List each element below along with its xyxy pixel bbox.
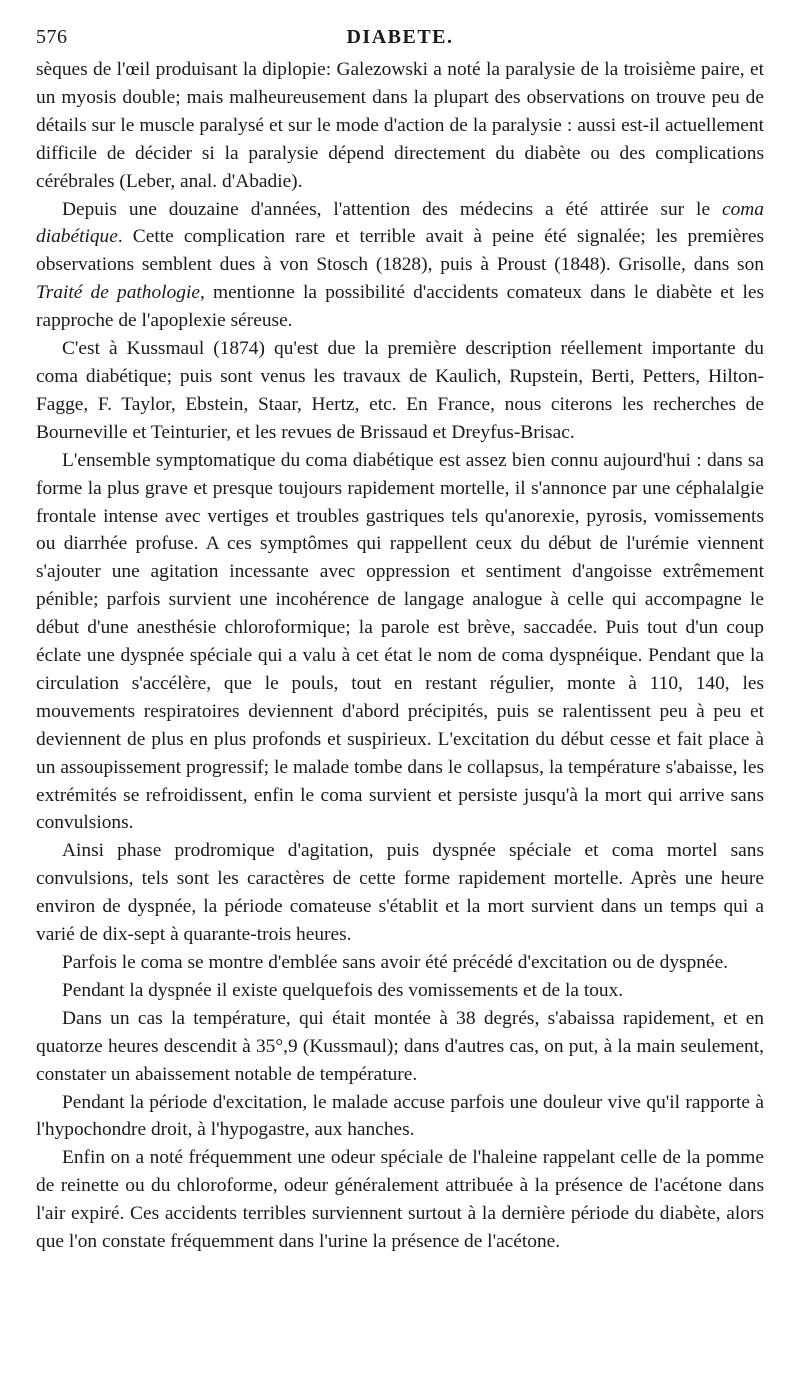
- page-number: 576: [36, 26, 68, 48]
- paragraph-text: Ainsi phase prodromique d'agitation, puis dyspnée spéciale et coma mortel sans convulsions, tels sont les caractères de cette forme rapidement mortelle. Après une heure environ de dyspnée, la période comateuse s'établit et la mort survient dans un temps qui a varié de dix-sept à quarante-trois heures.: [36, 840, 764, 946]
- paragraph-text: sèques de l'œil produisant la diplopie: Galezowski a noté la paralysie de la troisième paire, et un myosis double; mais malheureusement dans la plupart des observations on trouve peu de détails sur le muscle paralysé et sur le mode d'action de la paralysie : aussi est-il actuellement difficile de décider si la paralysie dépend directement du diabète ou des complications cérébrales (Leber, anal. d'Abadie).: [36, 59, 764, 192]
- paragraph: [36, 1089, 764, 1145]
- running-title: DIABETE.: [346, 26, 454, 48]
- paragraph: [36, 56, 764, 196]
- running-head: [36, 26, 764, 56]
- paragraph: [36, 447, 764, 838]
- paragraph: [36, 949, 764, 977]
- paragraph-text: L'ensemble symptomatique du coma diabétique est assez bien connu aujourd'hui : dans sa forme la plus grave et presque toujours rapidement mortelle, il s'annonce par une céphalalgie frontale intense avec vertiges et troubles gastriques tels qu'anorexie, pyrosis, vomissements ou diarrhée profuse. A ces symptômes qui rappellent ceux du début de l'urémie viennent s'ajouter une agitation incessante avec oppression et sentiment d'angoisse extrêmement pénible; parfois survient une incohérence de langage analogue à celle qui accompagne le début d'une anesthésie chloroformique; la parole est brève, saccadée. Puis tout d'un coup éclate une dyspnée spéciale qui a valu à cet état le nom de coma dyspnéique. Pendant que la circulation s'accélère, que le pouls, tout en restant régulier, monte à 110, 140, les mouvements respiratoires deviennent d'abord précipités, puis se ralentissent peu à peu et deviennent de plus en plus profonds et suspirieux. L'excitation du début cesse et fait place à un assoupissement progressif; le malade tombe dans le collapsus, la température s'abaisse, les extrémités se refroidissent, enfin le coma survient et persiste jusqu'à la mort qui arrive sans convulsions.: [36, 449, 764, 834]
- paragraph-text: Dans un cas la température, qui était montée à 38 degrés, s'abaissa rapidement, et en quatorze heures descendit à 35°,9 (Kussmaul); dans d'autres cas, on put, à la main seulement, constater un abaissement notable de température.: [36, 1007, 764, 1085]
- paragraph-text: Pendant la période d'excitation, le malade accuse parfois une douleur vive qu'il rapporte à l'hypochondre droit, à l'hypogastre, aux hanches.: [36, 1091, 764, 1141]
- paragraph: [36, 1144, 764, 1256]
- italic-text: Traité de pathologie: [36, 282, 200, 304]
- paragraph: [36, 977, 764, 1005]
- paragraph-text: Parfois le coma se montre d'emblée sans avoir été précédé d'excitation ou de dyspnée.: [62, 952, 729, 973]
- paragraph-text: Enfin on a noté fréquemment une odeur spéciale de l'haleine rappelant celle de la pomme de reinette ou du chloroforme, odeur généralement attribuée à la présence de l'acétone dans l'air expiré. Ces accidents terribles surviennent surtout à la dernière période du diabète, alors que l'on constate fréquemment dans l'urine la présence de l'acétone.: [36, 1147, 764, 1253]
- paragraph: [36, 335, 764, 447]
- paragraph-text: , mentionne la possibilité d'accidents comateux dans le diabète et les rapproche de l'apoplexie séreuse.: [36, 282, 764, 332]
- book-page: [36, 26, 764, 1256]
- paragraph: [36, 196, 764, 336]
- paragraph: [36, 837, 764, 949]
- paragraph-text: . Cette complication rare et terrible avait à peine été signalée; les premières observations semblent dues à von Stosch (1828), puis à Proust (1848). Grisolle, dans son: [36, 226, 764, 276]
- paragraph: [36, 1005, 764, 1089]
- paragraph-text: C'est à Kussmaul (1874) qu'est due la première description réellement importante du coma diabétique; puis sont venus les travaux de Kaulich, Rupstein, Berti, Petters, Hilton-Fagge, F. Taylor, Ebstein, Staar, Hertz, etc. En France, nous citerons les recherches de Bourneville et Teinturier, et les revues de Brissaud et Dreyfus-Brisac.: [36, 338, 764, 443]
- body-text: [36, 56, 764, 1256]
- paragraph-text: Depuis une douzaine d'années, l'attention des médecins a été attirée sur le: [62, 198, 722, 220]
- italic-text: coma diabétique: [36, 198, 764, 248]
- paragraph-text: Pendant la dyspnée il existe quelquefois des vomissements et de la toux.: [62, 979, 624, 1001]
